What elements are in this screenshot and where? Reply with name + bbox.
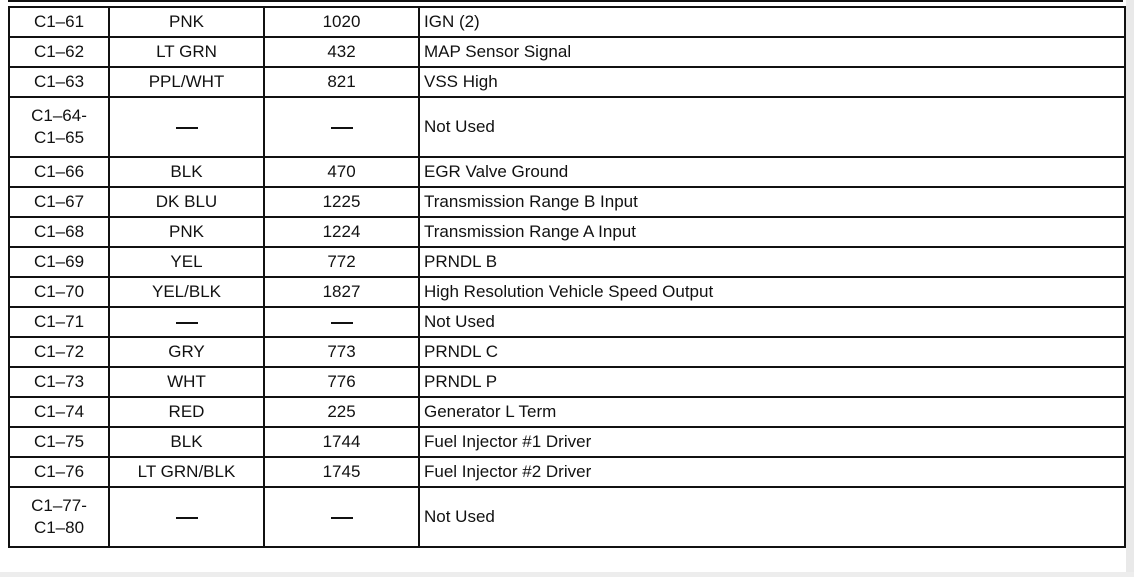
table-row xyxy=(9,307,1125,337)
dash-mark xyxy=(331,127,353,129)
pin-text: C1–67 xyxy=(33,192,85,211)
circuit-number-cell xyxy=(264,277,419,307)
circuit-number-text: 1827 xyxy=(322,282,361,301)
circuit-number-cell xyxy=(264,307,419,337)
pin-text: C1–75 xyxy=(33,432,85,451)
circuit-number-text: 470 xyxy=(327,162,356,181)
wire-color-cell xyxy=(109,337,264,367)
top-rule xyxy=(8,0,1123,2)
function-text: Transmission Range A Input xyxy=(424,222,636,241)
wire-color-cell xyxy=(109,457,264,487)
pin-cell xyxy=(9,307,109,337)
dash-mark xyxy=(176,322,198,324)
function-cell xyxy=(419,37,1125,67)
table-row xyxy=(9,457,1125,487)
function-text: Transmission Range B Input xyxy=(424,192,638,211)
wire-color-cell xyxy=(109,367,264,397)
table-row xyxy=(9,217,1125,247)
function-text: PRNDL C xyxy=(424,342,498,361)
pin-label: C1–77- C1–80 xyxy=(31,496,87,537)
pin-cell xyxy=(9,37,109,67)
circuit-number-text: 773 xyxy=(327,342,356,361)
function-cell xyxy=(419,337,1125,367)
function-cell xyxy=(419,367,1125,397)
wire-color-text: LT GRN/BLK xyxy=(137,462,236,481)
wire-color-cell xyxy=(109,277,264,307)
function-cell xyxy=(419,307,1125,337)
circuit-number-cell xyxy=(264,67,419,97)
wire-color-cell xyxy=(109,397,264,427)
function-text: Not Used xyxy=(424,117,495,136)
wire-color-cell xyxy=(109,157,264,187)
wire-color-text: BLK xyxy=(170,432,203,451)
dash-mark xyxy=(331,517,353,519)
wire-color-text: LT GRN xyxy=(156,42,217,61)
function-text: Fuel Injector #2 Driver xyxy=(424,462,592,481)
circuit-number-cell xyxy=(264,97,419,157)
table-row xyxy=(9,67,1125,97)
circuit-number-text: 776 xyxy=(327,372,356,391)
pin-text: C1–61 xyxy=(33,12,85,31)
circuit-number-cell xyxy=(264,187,419,217)
circuit-number-cell xyxy=(264,157,419,187)
wire-color-cell xyxy=(109,67,264,97)
table-row xyxy=(9,367,1125,397)
circuit-number-cell xyxy=(264,367,419,397)
pin-cell xyxy=(9,247,109,277)
pin-cell xyxy=(9,187,109,217)
table-row xyxy=(9,247,1125,277)
pin-cell xyxy=(9,367,109,397)
wire-color-cell xyxy=(109,187,264,217)
circuit-number-text: 1745 xyxy=(322,462,361,481)
pin-text: C1–74 xyxy=(33,402,85,421)
circuit-number-cell xyxy=(264,457,419,487)
wire-color-text: DK BLU xyxy=(155,192,218,211)
function-text: MAP Sensor Signal xyxy=(424,42,572,61)
circuit-number-cell xyxy=(264,337,419,367)
wire-color-text: BLK xyxy=(170,162,203,181)
pin-text: C1–66 xyxy=(33,162,85,181)
pin-cell xyxy=(9,427,109,457)
function-text: EGR Valve Ground xyxy=(424,162,569,181)
wire-color-text: GRY xyxy=(168,342,205,361)
function-text: PRNDL P xyxy=(424,372,498,391)
circuit-number-text: 225 xyxy=(327,402,356,421)
pin-text: C1–76 xyxy=(33,462,85,481)
pin-cell xyxy=(9,7,109,37)
circuit-number-text: 1225 xyxy=(322,192,361,211)
function-cell xyxy=(419,277,1125,307)
function-cell xyxy=(419,247,1125,277)
pin-cell xyxy=(9,97,109,157)
wire-color-cell xyxy=(109,427,264,457)
pin-text: C1–63 xyxy=(33,72,85,91)
wire-color-cell xyxy=(109,487,264,547)
function-cell xyxy=(419,7,1125,37)
circuit-number-cell xyxy=(264,217,419,247)
table-row xyxy=(9,277,1125,307)
pin-cell xyxy=(9,157,109,187)
circuit-number-cell xyxy=(264,427,419,457)
dash-mark xyxy=(176,127,198,129)
wire-color-cell xyxy=(109,97,264,157)
table-row xyxy=(9,157,1125,187)
dash-mark xyxy=(176,517,198,519)
circuit-number-text: 821 xyxy=(327,72,356,91)
wire-color-text: WHT xyxy=(167,372,206,391)
circuit-number-text: 432 xyxy=(327,42,356,61)
function-cell xyxy=(419,427,1125,457)
circuit-number-cell xyxy=(264,37,419,67)
pin-cell xyxy=(9,457,109,487)
wire-color-cell xyxy=(109,37,264,67)
pin-text: C1–70 xyxy=(33,282,85,301)
table-row xyxy=(9,427,1125,457)
circuit-number-text: 1224 xyxy=(322,222,361,241)
wire-color-text: PNK xyxy=(169,12,204,31)
function-text: PRNDL B xyxy=(424,252,498,271)
function-cell xyxy=(419,157,1125,187)
dash-mark xyxy=(331,322,353,324)
function-text: IGN (2) xyxy=(424,12,480,31)
pin-text: C1–73 xyxy=(33,372,85,391)
function-cell xyxy=(419,487,1125,547)
function-text: Not Used xyxy=(424,312,495,331)
wire-color-cell xyxy=(109,217,264,247)
circuit-number-text: 1020 xyxy=(322,12,361,31)
function-text: VSS High xyxy=(424,72,498,91)
pin-text: C1–72 xyxy=(33,342,85,361)
wire-color-text: PNK xyxy=(169,222,204,241)
function-cell xyxy=(419,457,1125,487)
function-cell xyxy=(419,397,1125,427)
function-cell xyxy=(419,97,1125,157)
wire-color-text: PPL/WHT xyxy=(148,72,225,91)
pin-cell xyxy=(9,397,109,427)
wire-color-cell xyxy=(109,7,264,37)
pin-text: C1–62 xyxy=(33,42,85,61)
scan-edge xyxy=(1126,0,1134,572)
function-cell xyxy=(419,67,1125,97)
pin-label: C1–64- C1–65 xyxy=(31,106,87,147)
function-cell xyxy=(419,187,1125,217)
wire-color-cell xyxy=(109,307,264,337)
pin-text: C1–71 xyxy=(33,312,85,331)
table-row xyxy=(9,7,1125,37)
connector-pinout-table xyxy=(8,6,1126,548)
circuit-number-text: 772 xyxy=(327,252,356,271)
table-row xyxy=(9,37,1125,67)
function-text: High Resolution Vehicle Speed Output xyxy=(424,282,714,301)
function-text: Not Used xyxy=(424,507,495,526)
circuit-number-cell xyxy=(264,487,419,547)
pin-text: C1–69 xyxy=(33,252,85,271)
pin-cell xyxy=(9,277,109,307)
wire-color-text: RED xyxy=(168,402,205,421)
pin-cell xyxy=(9,487,109,547)
wire-color-text: YEL/BLK xyxy=(152,282,221,301)
table-row xyxy=(9,97,1125,157)
function-text: Fuel Injector #1 Driver xyxy=(424,432,592,451)
circuit-number-cell xyxy=(264,7,419,37)
wire-color-cell xyxy=(109,247,264,277)
table-body xyxy=(9,7,1125,547)
pin-cell xyxy=(9,67,109,97)
circuit-number-text: 1744 xyxy=(322,432,361,451)
pin-cell xyxy=(9,217,109,247)
function-text: Generator L Term xyxy=(424,402,557,421)
table-row xyxy=(9,187,1125,217)
function-cell xyxy=(419,217,1125,247)
table-row xyxy=(9,337,1125,367)
table-row xyxy=(9,487,1125,547)
wire-color-text: YEL xyxy=(170,252,203,271)
circuit-number-cell xyxy=(264,247,419,277)
pin-cell xyxy=(9,337,109,367)
table-row xyxy=(9,397,1125,427)
circuit-number-cell xyxy=(264,397,419,427)
pin-text: C1–68 xyxy=(33,222,85,241)
